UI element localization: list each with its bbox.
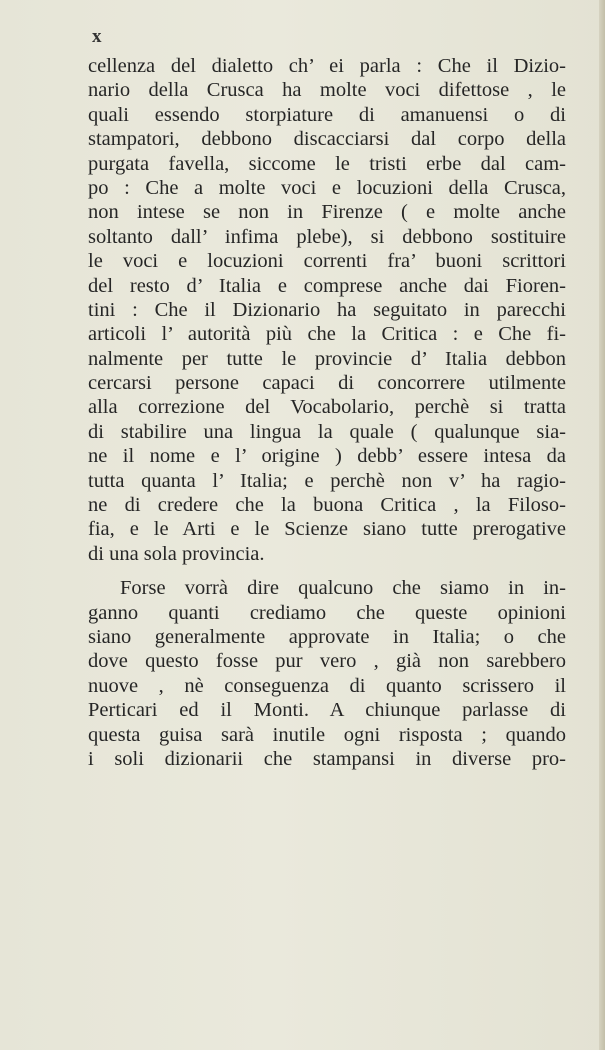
text-line: di una sola provincia.	[88, 542, 265, 565]
text-line: fia, e le Arti e le Scienze siano tutte prerogative	[88, 518, 566, 541]
paragraph-1	[88, 54, 566, 566]
text-line: quali essendo storpiature di amanuensi o di	[88, 103, 566, 126]
text-line: soltanto dall’ infima plebe), si debbono sostituire	[88, 225, 566, 248]
paragraph-gap	[88, 566, 566, 576]
text-line: cercarsi persone capaci di concorrere utilmente	[88, 372, 566, 395]
text-line: Forse vorrà dire qualcuno che siamo in in-	[120, 577, 566, 600]
page-text	[88, 54, 566, 771]
page-number: x	[92, 26, 102, 47]
text-line: del resto d’ Italia e comprese anche dai Fioren-	[88, 274, 566, 297]
text-line: nario della Crusca ha molte voci difettose , le	[88, 79, 566, 102]
text-line: dove questo fosse pur vero , già non sarebbero	[88, 650, 566, 673]
text-line: nalmente per tutte le provincie d’ Italia debbon	[88, 347, 566, 370]
text-line: siano generalmente approvate in Italia; o che	[88, 625, 566, 648]
text-line: ne il nome e l’ origine ) debb’ essere intesa da	[88, 445, 566, 468]
text-line: nuove , nè conseguenza di quanto scrissero il	[88, 674, 566, 697]
text-line: ganno quanti crediamo che queste opinioni	[88, 601, 566, 624]
text-line: Perticari ed il Monti. A chiunque parlasse di	[88, 699, 566, 722]
text-line: po : Che a molte voci e locuzioni della Crusca,	[88, 176, 566, 199]
text-line: di stabilire una lingua la quale ( qualunque sia-	[88, 420, 566, 443]
text-line: alla correzione del Vocabolario, perchè si tratta	[88, 396, 566, 419]
text-line: questa guisa sarà inutile ogni risposta ; quando	[88, 723, 566, 746]
paragraph-2	[88, 576, 566, 771]
text-line: tini : Che il Dizionario ha seguitato in parecchi	[88, 298, 566, 321]
text-line: tutta quanta l’ Italia; e perchè non v’ ha ragio-	[88, 469, 566, 492]
page-edge	[599, 0, 605, 1050]
text-line: i soli dizionarii che stampansi in diverse pro-	[88, 747, 566, 770]
text-line: non intese se non in Firenze ( e molte anche	[88, 201, 566, 224]
text-line: purgata favella, siccome le tristi erbe dal cam-	[88, 152, 566, 175]
text-line: cellenza del dialetto ch’ ei parla : Che il Dizio-	[88, 55, 566, 77]
text-line: articoli l’ autorità più che la Critica : e Che fi-	[88, 323, 566, 346]
text-line: stampatori, debbono discacciarsi dal corpo della	[88, 128, 566, 151]
text-line: ne di credere che la buona Critica , la Filoso-	[88, 494, 566, 517]
text-line: le voci e locuzioni correnti fra’ buoni scrittori	[88, 250, 566, 273]
